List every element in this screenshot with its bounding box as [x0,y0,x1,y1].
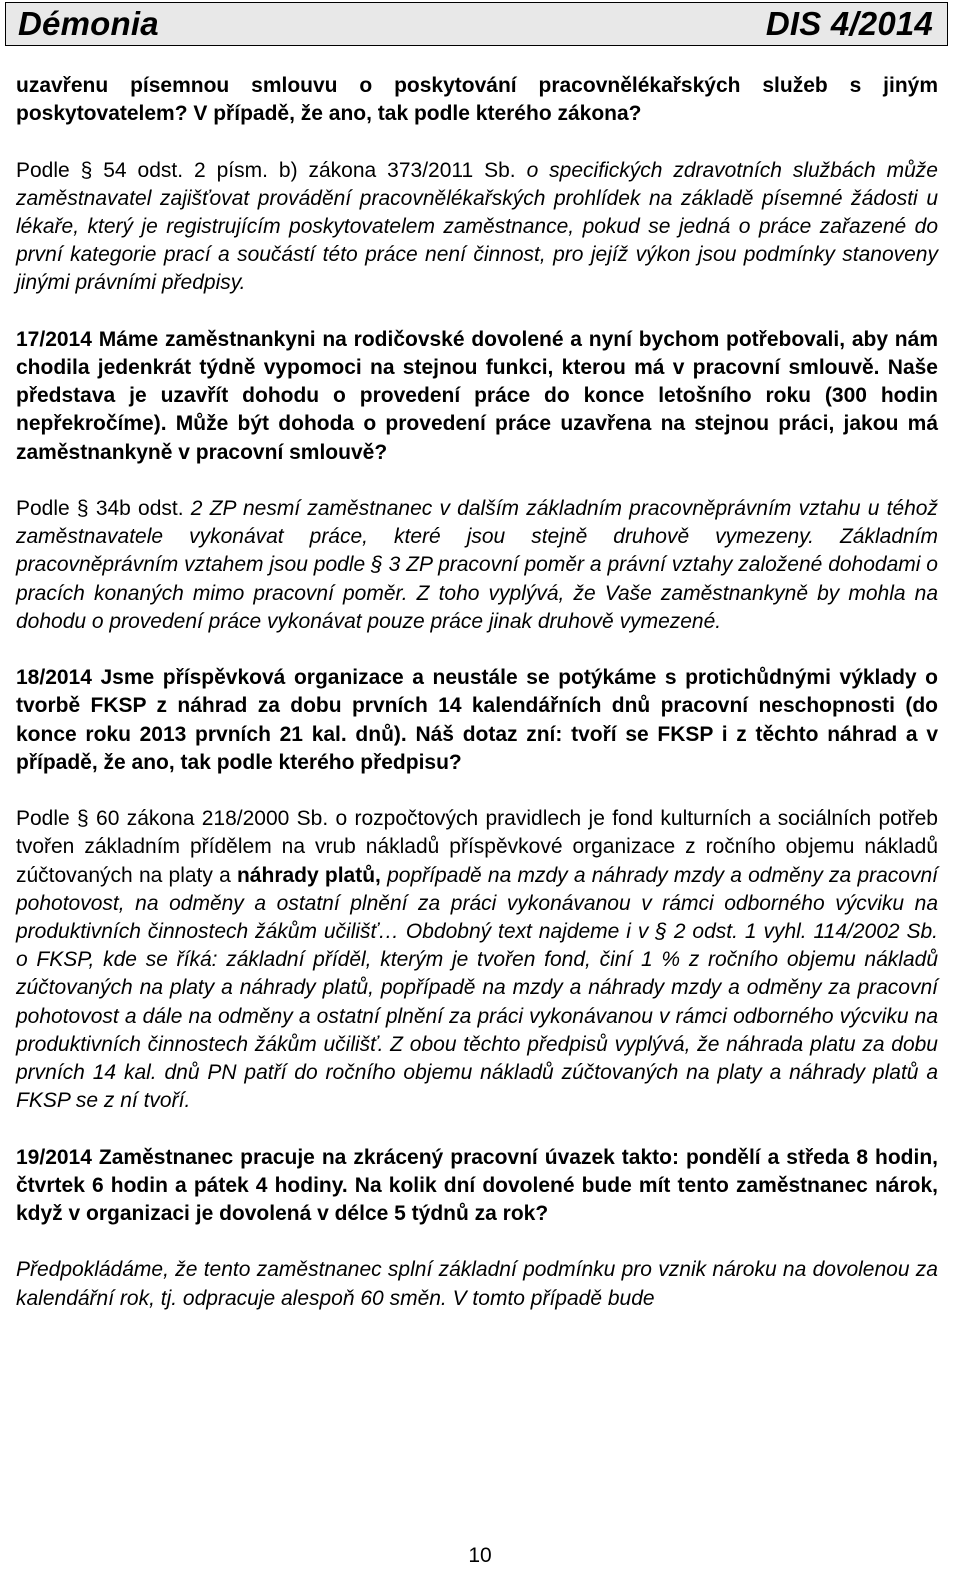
answer-block [16,157,938,298]
answer-18-bold: náhrady platů, [236,863,381,887]
answer-17-text: 2 ZP nesmí zaměstnanec v dalším základním pracovněprávním vztahu u téhož zaměstnavatele vykonávat práce, které jsou stejně druhově vymezeny. Základním pracovněprávním vztahem jsou podle § 3 ZP pracovní poměr a právní vztahy založené dohodami o pracích konaných mimo pracovní poměr. Z toho vyplývá, že Vaše zaměstnankyně by mohla na dohodu o provedení práce vykonávat pouze práce jinak druhově vymezené. [16,497,938,633]
question-19: 19/2014 Zaměstnanec pracuje na zkrácený pracovní úvazek takto: pondělí a středa 8 hodin, čtvrtek 6 hodin a pátek 4 hodiny. Na kolik dní dovolené bude mít tento zaměstnanec nárok, když v organizaci je dovolená v délce 5 týdnů za rok? [16,1145,938,1226]
answer-text: o specifických zdravotních službách může zaměstnavatel zajišťovat provádění pracovnělékařských prohlídek na základě písemné žádosti u lékaře, který je registrujícím poskytovatelem zaměstnance, pokud se jedná o práce zařazené do první kategorie prací a součástí této práce není činnost, pro jejíž výkon jsou podmínky stanoveny jinými právními předpisy. [16,158,938,295]
page-header [5,2,948,46]
answer-18-lead: Podle § 60 zákona 218/2000 Sb. [16,807,329,831]
answer-18-text: popřípadě na mzdy a náhrady mzdy a odměny za pracovní pohotovost, na odměny a ostatní plnění za práci vykonávanou v rámci odborného výcviku na produktivních činnostech žákům učilišť… Obdobný text najdeme i v § 2 odst. 1 vyhl. 114/2002 Sb. o FKSP, kde se říká: základní příděl, kterým je tvořen fond, činí 1 % z ročního objemu nákladů zúčtovaných na platy a náhrady platů, popřípadě na mzdy a náhrady mzdy a odměny za pracovní pohotovost a dále na odměny a ostatní plnění za práci vykonávanou v rámci odborného výcviku na produktivních činnostech žákům učilišť. Z obou těchto předpisů vyplývá, že náhrada platu za dobu prvních 14 kal. dnů PN patří do ročního objemu nákladů zúčtovaných na platy a náhrady platů a FKSP se z ní tvoří. [16,863,938,1113]
journal-title: Démonia [18,5,159,42]
answer-lead: Podle § 54 odst. 2 písm. b) zákona 373/2011 Sb. [16,158,516,182]
answer-19: Předpokládáme, že tento zaměstnanec splní základní podmínku pro vznik nároku na dovolenou za kalendářní rok, tj. odpracuje alespoň 60 směn. V tomto případě bude [16,1258,938,1310]
answer-17-lead: Podle § 34b odst. [16,497,184,520]
issue-label: DIS 4/2014 [765,5,933,42]
question-17: 17/2014 Máme zaměstnankyni na rodičovské dovolené a nyní bychom potřebovali, aby nám chodila jedenkrát týdně vypomoci na stejnou funkci, kterou má v pracovní smlouvě. Naše představa je uzavřít dohodu o provedení práce do konce letošního roku (300 hodin nepřekročíme). Může být dohoda o provedení práce uzavřena na stejnou práci, jakou má zaměstnankyně v pracovní smlouvě? [16,327,938,464]
answer-18 [16,805,938,1115]
answer-18-mid: o rozpočtových pravidlech je fond kulturních a sociálních potřeb tvořen základním přídělem na vrub nákladů příspěvkové organizace z ročního objemu nákladů zúčtovaných na platy a [16,807,938,887]
page-number: 10 [468,1544,492,1567]
article-body [16,72,938,1313]
question-18: 18/2014 Jsme příspěvková organizace a neustále se potýkáme s protichůdnými výklady o tvorbě FKSP z náhrad za dobu prvních 14 kalendářních dnů pracovní neschopnosti (do konce roku 2013 prvních 21 kal. dnů). Náš dotaz zní: tvoří se FKSP i z těchto náhrad a v případě, že ano, tak podle kterého předpisu? [16,666,938,774]
answer-17 [16,495,938,636]
question-continuation: uzavřenu písemnou smlouvu o poskytování pracovnělékařských služeb s jiným poskytovatelem? V případě, že ano, tak podle kterého zákona? [16,74,938,126]
